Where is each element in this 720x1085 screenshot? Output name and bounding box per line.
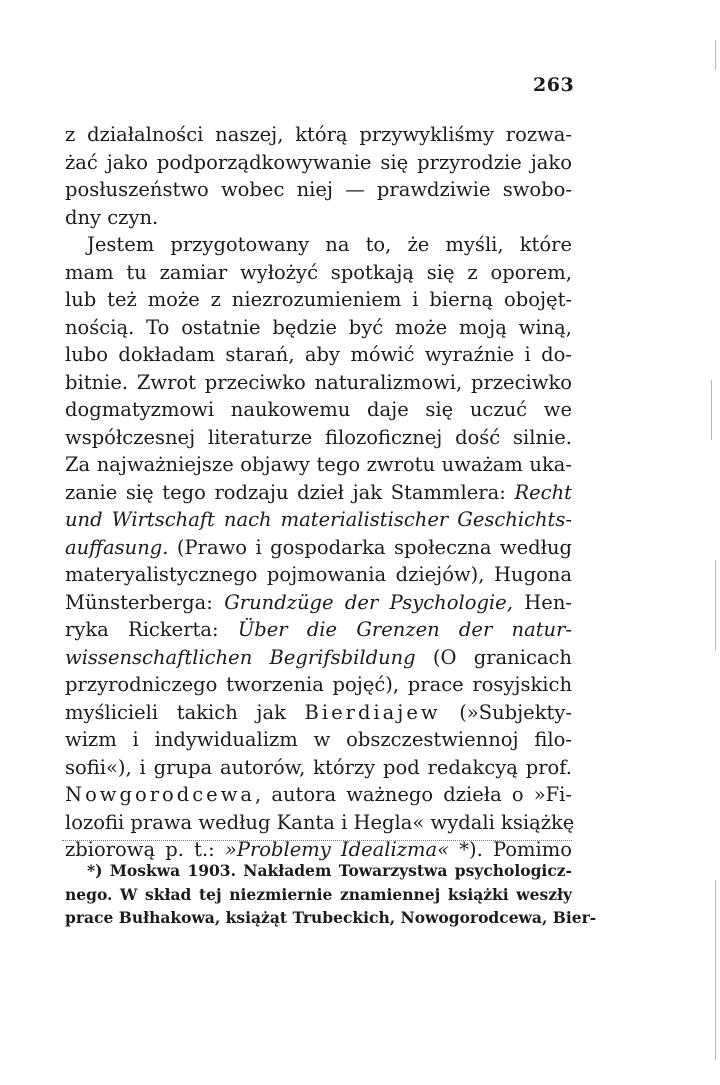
text-line bbox=[65, 479, 572, 507]
text-segment: (»Subjekty- bbox=[440, 700, 572, 724]
text-line: materyalistycznego pojmowania dziejów), Hugona bbox=[65, 563, 572, 586]
italic-title: Recht bbox=[514, 480, 572, 504]
scan-edge-mark bbox=[715, 560, 716, 650]
italic-title: »Problemy Idealizma« bbox=[224, 838, 450, 861]
text-line: nością. To ostatnie będzie być może moją winą, bbox=[65, 315, 572, 339]
italic-title: auffasung. bbox=[65, 535, 169, 559]
scan-edge-mark bbox=[711, 380, 712, 440]
text-line: lub też może z niezrozumieniem i bierną obojęt- bbox=[65, 288, 572, 311]
text-line bbox=[65, 589, 572, 617]
text-segment: Hen- bbox=[512, 590, 572, 614]
text-line bbox=[65, 506, 572, 534]
italic-title: Grundzüge der Psychologie, bbox=[224, 590, 513, 614]
text-segment: (O granicach bbox=[415, 645, 572, 669]
text-segment: ryka Rickerta: bbox=[65, 618, 238, 641]
italic-title: Über die Grenzen der natur- bbox=[237, 618, 572, 641]
text-line: z działalności naszej, którą przywykliśmy rozwa- bbox=[65, 123, 572, 146]
text-line: przyrodniczego tworzenia pojęć), prace rosyjskich bbox=[65, 673, 572, 696]
footnote bbox=[65, 859, 597, 930]
italic-title: und Wirtschaft nach materialistischer Geschichts- bbox=[65, 508, 572, 531]
text-segment: , autora ważnego dzieła o »Fi- bbox=[255, 783, 572, 806]
text-line bbox=[65, 699, 572, 727]
text-segment: *). Pomimo bbox=[449, 838, 572, 861]
text-line: mam tu zamiar wyłożyć spotkają się z oporem, bbox=[65, 260, 572, 284]
spaced-name: Bierdiajew bbox=[304, 700, 441, 724]
text-line bbox=[65, 781, 572, 809]
text-line: sofii«), i grupa autorów, którzy pod redakcyą prof. bbox=[65, 755, 572, 779]
footnote-line: prace Bułhakowa, książąt Trubeckich, Nowogorodcewa, Bier- bbox=[65, 908, 597, 927]
text-line: Jestem przygotowany na to, że myśli, które bbox=[87, 233, 572, 256]
text-line: lubo dokładam starań, aby mówić wyraźnie i do- bbox=[65, 343, 572, 366]
text-line: żać jako podporządkowywanie się przyrodzie jako bbox=[65, 150, 572, 174]
text-line bbox=[65, 534, 572, 562]
text-line: Za najważniejsze objawy tego zwrotu uważam uka- bbox=[65, 453, 572, 476]
scan-edge-mark bbox=[715, 40, 716, 70]
text-line: posłuszeństwo wobec niej — prawdziwie swobo- bbox=[65, 178, 572, 201]
footnote-line: *) Moskwa 1903. Nakładem Towarzystwa psychologicz- bbox=[87, 861, 572, 880]
footnote-line: nego. W skład tej niezmiernie znamiennej książki weszły bbox=[65, 884, 572, 904]
scan-edge-mark bbox=[715, 880, 716, 1060]
text-line bbox=[65, 644, 572, 672]
page-number: 263 bbox=[533, 74, 575, 96]
text-line bbox=[65, 616, 572, 644]
text-segment: (Prawo i gospodarka społeczna według bbox=[168, 535, 572, 559]
text-segment: zanie się tego rodzaju dzieł jak Stammlera: bbox=[65, 480, 515, 504]
text-line: lozofii prawa według Kanta i Hegla« wydali książkę bbox=[65, 810, 575, 834]
text-line: współczesnej literaturze filozoficznej dość silnie. bbox=[65, 425, 572, 449]
text-segment: myślicieli takich jak bbox=[65, 700, 305, 724]
text-line: dny czyn. bbox=[65, 205, 159, 229]
spaced-name: Nowgorodcewa bbox=[65, 783, 256, 806]
text-segment: zbiorową p. t.: bbox=[65, 838, 225, 861]
text-line: dogmatyzmowi naukowemu daje się uczuć we bbox=[65, 398, 572, 421]
body-text bbox=[65, 121, 575, 864]
text-segment: Münsterberga: bbox=[65, 590, 225, 614]
text-line: wizm i indywidualizm w obszczestwiennoj filo- bbox=[65, 728, 572, 751]
footnote-separator bbox=[62, 840, 572, 841]
italic-title: wissenschaftlichen Begrifsbildung bbox=[65, 645, 416, 669]
text-line: bitnie. Zwrot przeciwko naturalizmowi, przeciwko bbox=[65, 370, 572, 394]
